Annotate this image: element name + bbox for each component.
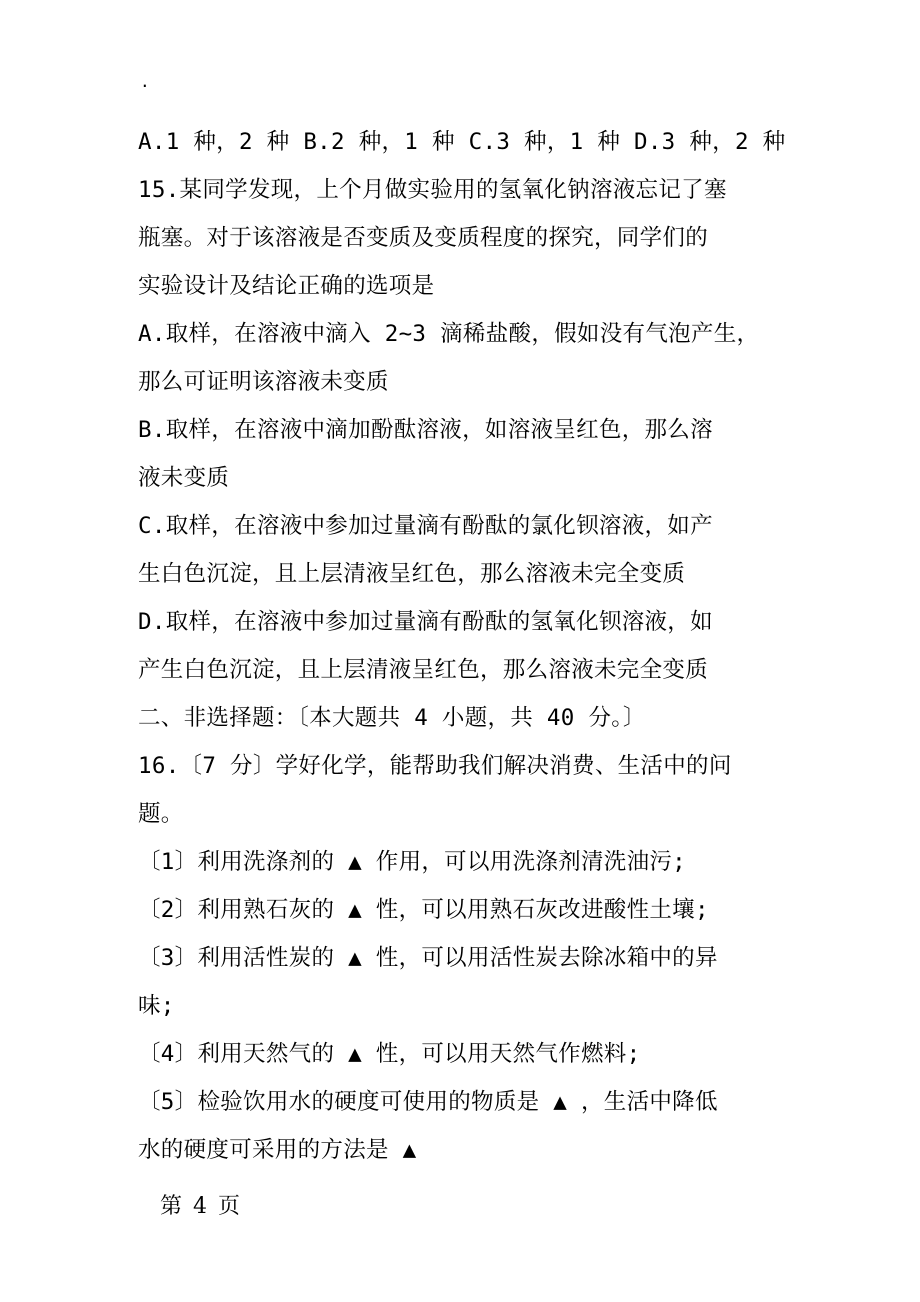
- page-number: 第 4 页: [160, 1194, 242, 1219]
- text-line-q16-item3a: 〔3〕利用活性炭的 ▲ 性，可以用活性炭去除冰箱中的异: [138, 945, 718, 971]
- text-line-q15-c2: 生白色沉淀，且上层清液呈红色，那么溶液未完全变质: [138, 561, 686, 587]
- document-body: [138, 118, 788, 1174]
- text-line-q16-item5a: 〔5〕检验饮用水的硬度可使用的物质是 ▲ ，生活中降低: [138, 1089, 718, 1115]
- text-line-q16-item2: 〔2〕利用熟石灰的 ▲ 性，可以用熟石灰改进酸性土壤;: [138, 897, 709, 923]
- section-heading: 二、非选择题：〔本大题共 4 小题，共 40 分。〕: [138, 705, 646, 731]
- text-line-q15-d2: 产生白色沉淀，且上层清液呈红色，那么溶液未完全变质: [138, 657, 709, 683]
- text-line-q15-c1: C.取样，在溶液中参加过量滴有酚酞的氯化钡溶液，如产: [138, 513, 713, 539]
- text-line-q15-b2: 液未变质: [138, 465, 230, 491]
- text-line-options: A.1 种，2 种 B.2 种，1 种 C.3 种，1 种 D.3 种，2 种: [138, 129, 786, 155]
- text-line-q15-2: 瓶塞。对于该溶液是否变质及变质程度的探究，同学们的: [138, 225, 709, 251]
- text-line-q15-b1: B.取样，在溶液中滴加酚酞溶液，如溶液呈红色，那么溶: [138, 417, 713, 443]
- text-line-q16-item5b: 水的硬度可采用的方法是 ▲: [138, 1137, 417, 1163]
- text-line-q15-a1: A.取样，在溶液中滴入 2~3 滴稀盐酸，假如没有气泡产生，: [138, 321, 760, 347]
- text-line-q16-item1: 〔1〕利用洗涤剂的 ▲ 作用，可以用洗涤剂清洗油污;: [138, 849, 687, 875]
- text-line-q16-1: 16.〔7 分〕学好化学，能帮助我们解决消费、生活中的问: [138, 753, 732, 779]
- text-line-q15-a2: 那么可证明该溶液未变质: [138, 369, 389, 395]
- text-line-q16-item3b: 味;: [138, 993, 175, 1019]
- text-line-q15-1: 15.某同学发现，上个月做实验用的氢氧化钠溶液忘记了塞: [138, 177, 727, 203]
- text-line-q15-d1: D.取样，在溶液中参加过量滴有酚酞的氢氧化钡溶液，如: [138, 609, 713, 635]
- text-line-q15-3: 实验设计及结论正确的选项是: [138, 273, 435, 299]
- header-dot: .: [140, 72, 150, 91]
- text-line-q16-item4: 〔4〕利用天然气的 ▲ 性，可以用天然气作燃料;: [138, 1041, 641, 1067]
- text-line-q16-2: 题。: [138, 801, 184, 827]
